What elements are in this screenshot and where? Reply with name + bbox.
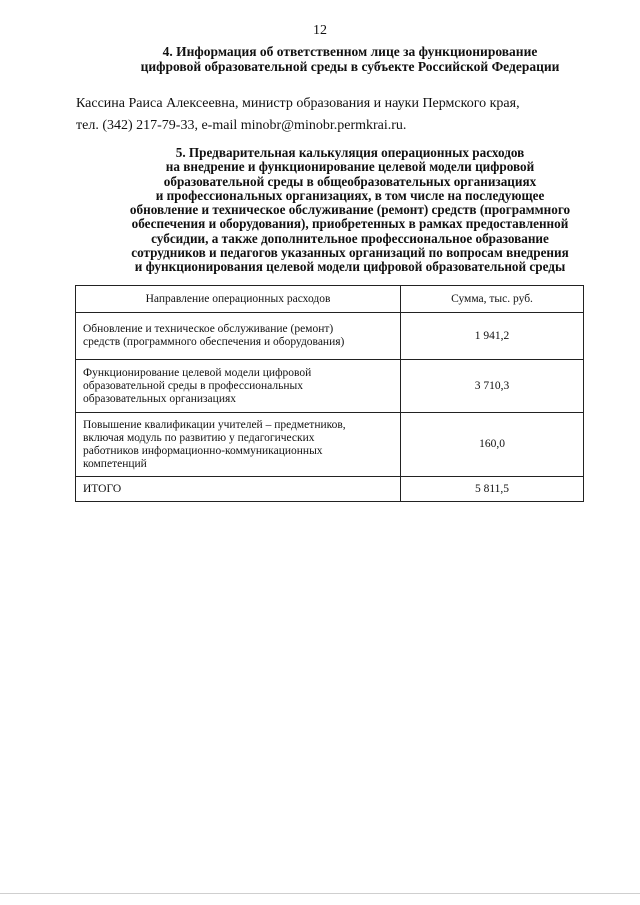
page-number: 12: [313, 23, 327, 38]
cell-line: включая модуль по развитию у педагогических: [83, 431, 315, 444]
cell-line: образовательной среды в профессиональных: [83, 379, 303, 392]
heading-line: сотрудников и педагогов указанных организаций по вопросам внедрения: [131, 245, 569, 261]
cost-sum-cell: 1 941,2: [401, 313, 584, 360]
contact-paragraph: [76, 93, 596, 137]
contact-name-line: Кассина Раиса Алексеевна, министр образования и науки Пермского края,: [76, 96, 520, 111]
cell-line: Повышение квалификации учителей – предметников,: [83, 418, 346, 431]
cost-direction-cell: [76, 360, 401, 413]
table-total-row: [76, 477, 584, 502]
scan-edge-divider: [0, 893, 640, 894]
cell-line: Обновление и техническое обслуживание (ремонт): [83, 323, 334, 335]
heading-line: обновление и техническое обслуживание (ремонт) средств (программного: [129, 202, 571, 218]
cost-sum-cell: 160,0: [401, 413, 584, 477]
heading-line: обеспечения и оборудования), приобретенных в рамках предоставленной: [131, 216, 569, 232]
cell-line: Функционирование целевой модели цифровой: [83, 366, 312, 379]
table-row: [76, 360, 584, 413]
heading-line: и функционирования целевой модели цифровой образовательной среды: [134, 259, 566, 275]
heading-line: 5. Предварительная калькуляция операционных расходов: [175, 145, 525, 160]
section-5-heading: [60, 146, 640, 275]
cell-line: компетенций: [83, 457, 147, 470]
table-header-row: [76, 286, 584, 313]
header-direction: Направление операционных расходов: [76, 286, 401, 313]
total-label-cell: ИТОГО: [76, 477, 401, 502]
operational-costs-table: [75, 285, 584, 502]
cell-line: работников информационно-коммуникационных: [83, 444, 323, 457]
heading-line: и профессиональных организациях, в том числе на последующее: [155, 187, 545, 203]
heading-line: образовательной среды в общеобразовательных организациях: [163, 173, 537, 189]
header-sum: Сумма, тыс. руб.: [401, 286, 584, 313]
heading-line: на внедрение и функционирование целевой модели цифровой: [165, 159, 535, 175]
total-sum-cell: 5 811,5: [401, 477, 584, 502]
table-row: [76, 313, 584, 360]
heading-line: 4. Информация об ответственном лице за функционирование: [162, 44, 538, 59]
cost-direction-cell: [76, 313, 401, 360]
table-row: [76, 413, 584, 477]
cell-line: средств (программного обеспечения и оборудования): [83, 336, 345, 348]
cost-sum-cell: 3 710,3: [401, 360, 584, 413]
section-4-heading: [60, 44, 640, 74]
heading-line: субсидии, а также дополнительное профессиональное образование: [151, 230, 549, 246]
contact-phone-email-line: тел. (342) 217-79-33, e-mail minobr@minobr.permkrai.ru.: [76, 118, 407, 133]
cost-direction-cell: [76, 413, 401, 477]
heading-line: цифровой образовательной среды в субъекте Российской Федерации: [140, 59, 560, 74]
cell-line: образовательных организациях: [83, 392, 237, 405]
